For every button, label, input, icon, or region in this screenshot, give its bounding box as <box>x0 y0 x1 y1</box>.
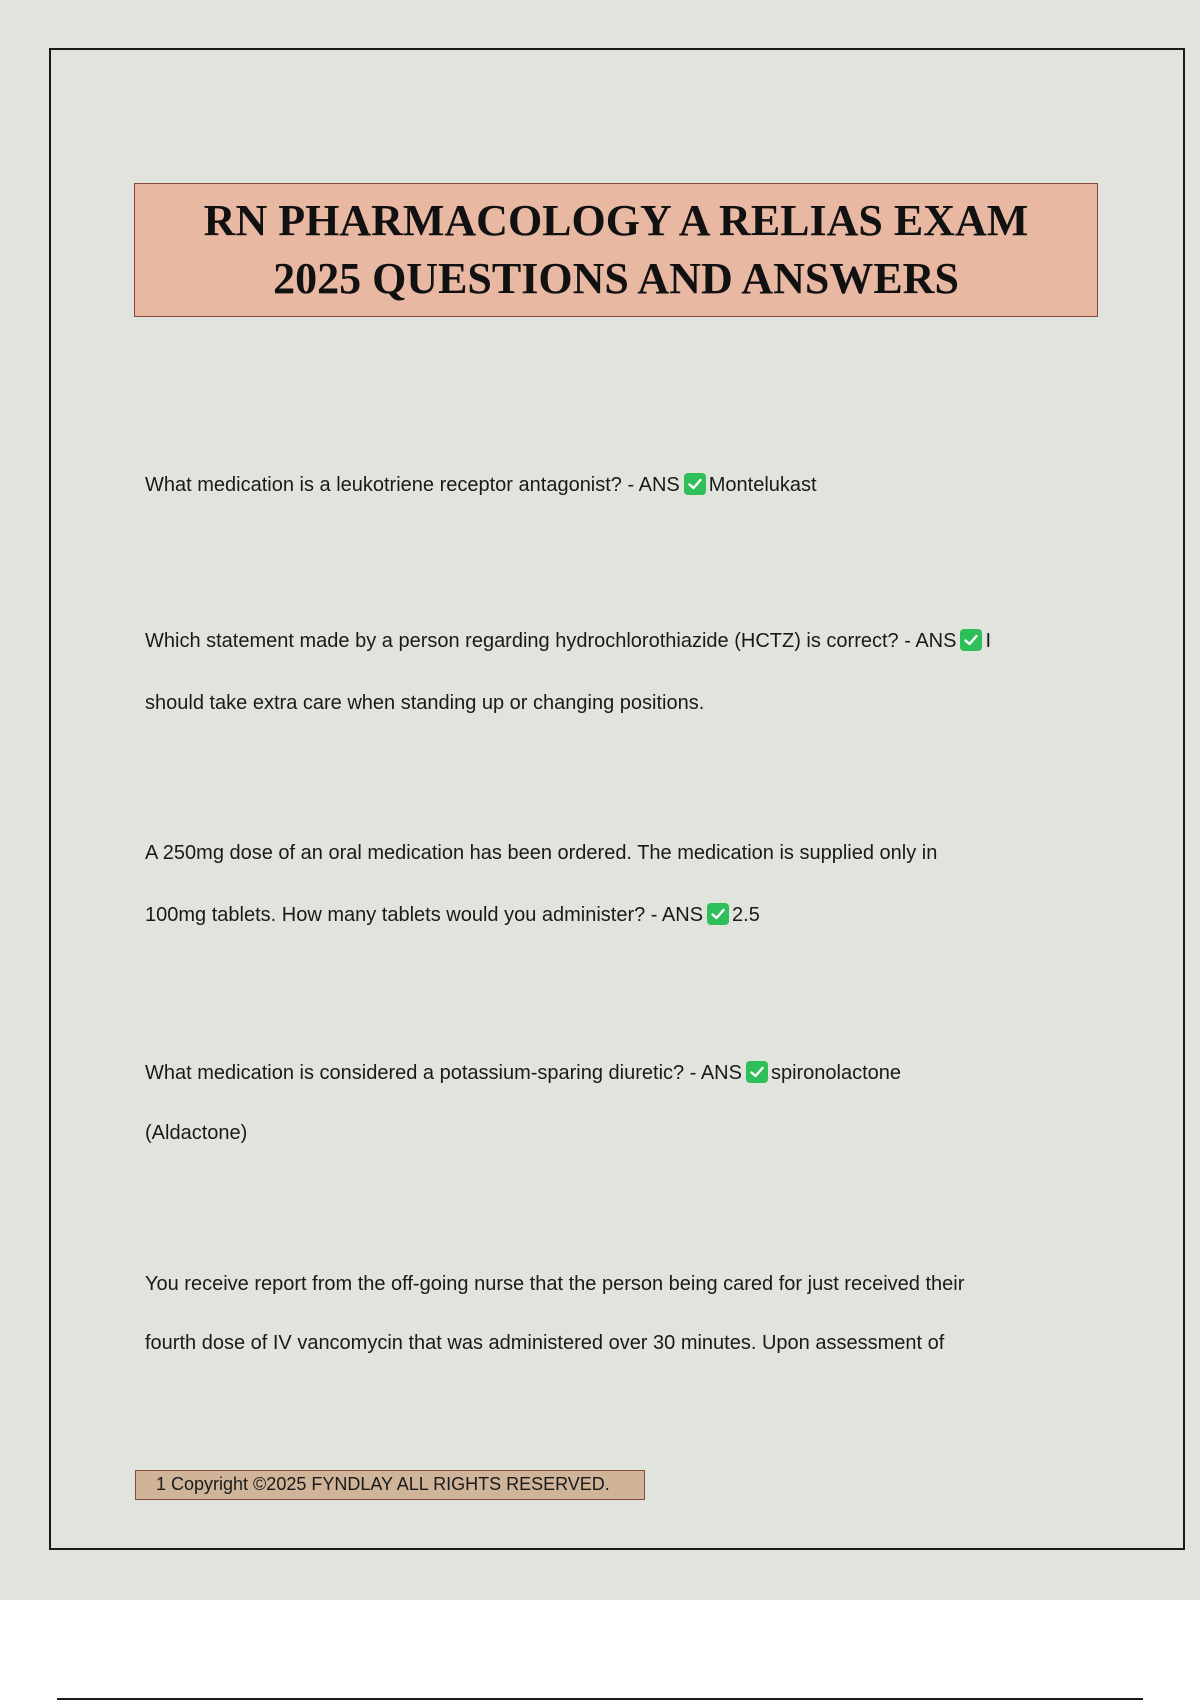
checkmark-icon <box>684 473 706 495</box>
qa-item-2-continuation: should take extra care when standing up or changing positions. <box>145 692 705 714</box>
qa-item-5-line-2: fourth dose of IV vancomycin that was administered over 30 minutes. Upon assessment of <box>145 1332 945 1354</box>
title-line-2: 2025 QUESTIONS AND ANSWERS <box>273 254 959 303</box>
qa-item-5-line-1: You receive report from the off-going nurse that the person being cared for just received their <box>145 1273 965 1295</box>
question-text: What medication is considered a potassium-sparing diuretic? - ANS <box>145 1062 742 1084</box>
document-title <box>134 183 1098 317</box>
qa-item-1 <box>145 473 817 497</box>
title-line-1: RN PHARMACOLOGY A RELIAS EXAM <box>203 196 1029 245</box>
question-text: What medication is a leukotriene receptor antagonist? - ANS <box>145 474 680 496</box>
qa-item-3 <box>145 903 760 927</box>
answer-text: spironolactone <box>770 1062 902 1084</box>
checkmark-icon <box>707 903 729 925</box>
checkmark-icon <box>746 1061 768 1083</box>
answer-text: Montelukast <box>708 474 817 496</box>
question-text: 100mg tablets. How many tablets would you administer? - ANS <box>145 904 704 926</box>
qa-item-4 <box>145 1061 901 1085</box>
question-text: Which statement made by a person regarding hydrochlorothiazide (HCTZ) is correct? - ANS <box>145 630 957 652</box>
answer-text: 2.5 <box>732 904 760 926</box>
qa-item-2 <box>145 629 991 653</box>
qa-item-3-line-1: A 250mg dose of an oral medication has been ordered. The medication is supplied only in <box>145 842 938 864</box>
copyright-footer: 1 Copyright ©2025 FYNDLAY ALL RIGHTS RESERVED. <box>135 1470 645 1500</box>
checkmark-icon <box>960 629 982 651</box>
answer-text: I <box>985 630 992 652</box>
qa-item-4-continuation: (Aldactone) <box>145 1122 248 1144</box>
